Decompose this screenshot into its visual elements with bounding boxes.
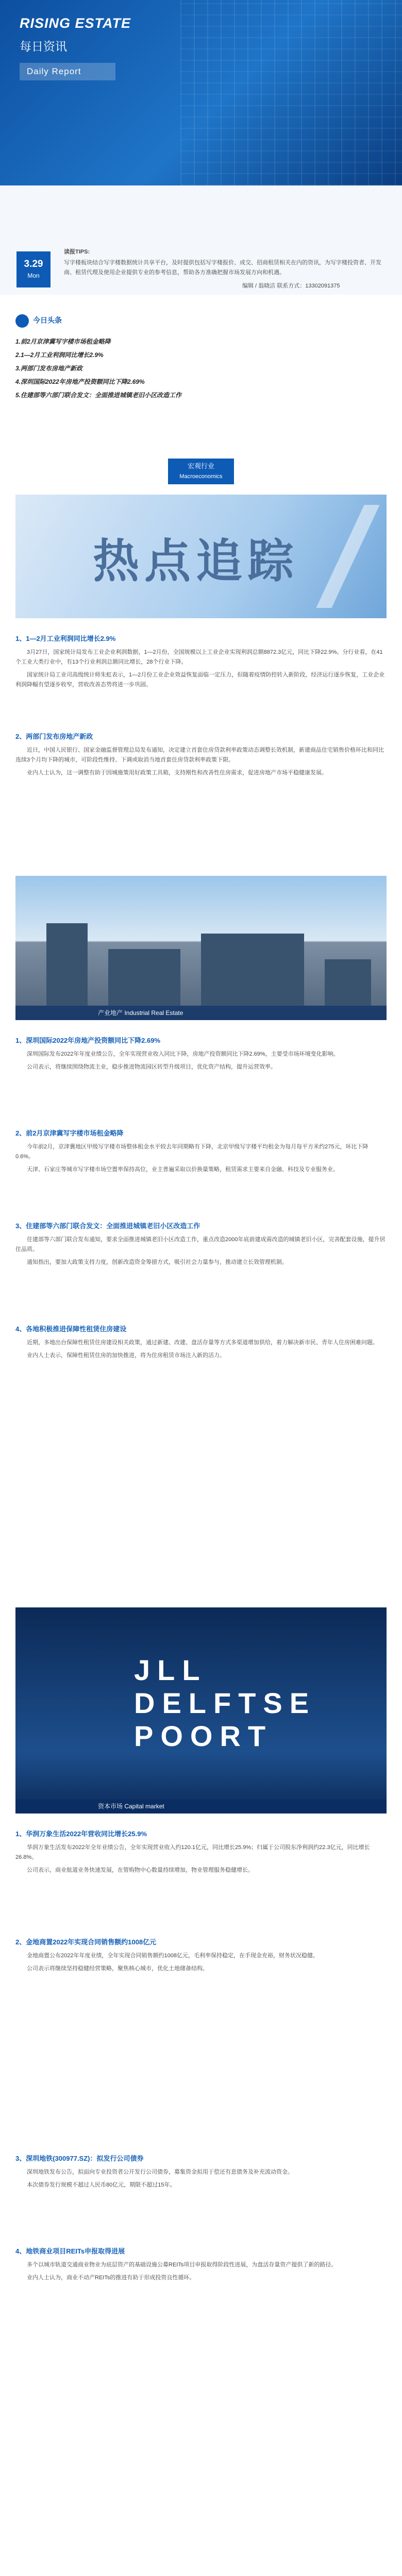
news-paragraph: 业内人士表示，保障性租赁住房的加快推进，将为住房租赁市场注入新的活力。 [27, 1352, 225, 1359]
news-title: 2、两部门发布房地产新政 [15, 733, 93, 740]
editor-info: 编辑 / 翁晓洁 联系方式：13302091375 [242, 283, 340, 289]
toc-item[interactable]: 5.住建部等六部门联合发文：全面推进城镇老旧小区改造工作 [15, 392, 182, 399]
news-paragraph: 深圳国际发布2022年年度业绩公告，全年实现营业收入同比下降，房地产投资额同比下降2.69%，主要受市场环境变化影响。 [27, 1051, 339, 1057]
daily-title: 每日资讯 [20, 40, 67, 53]
news-article [15, 634, 387, 693]
date-month: Mon [27, 272, 40, 279]
news-article [15, 1324, 387, 1364]
photo-caption: 资本市场 Capital market [15, 1799, 387, 1814]
toc-item[interactable]: 2.1—2月工业利润同比增长2.9% [15, 351, 104, 359]
news-title: 1、华润万象生活2022年营收同比增长25.9% [15, 1830, 147, 1838]
news-paragraph: 公司表示，将继续围绕物流主业，稳步推进物流园区转型升级项目，优化资产结构，提升运营效率。 [27, 1064, 276, 1070]
news-paragraph: 多个以城市轨道交通商业物业为底层资产的基础设施公募REITs项目申报取得阶段性进展，为盘活存量资产提供了新的路径。 [27, 2262, 337, 2268]
news-title: 3、深圳地铁(300977.SZ)：拟发行公司债券 [15, 2155, 144, 2162]
tips-body: 写字楼板块结合写字楼数据统计共享平台，及时提供包括写字楼报价、成交、招商租赁相关在内的资讯，为写字楼投资者、开发商、租赁代理及使用企业提供专业的参考信息，帮助各方准确把握市场发展方向和机遇。 [64, 260, 381, 276]
toc-title: 今日头条 [15, 314, 387, 328]
industrial-photo [15, 876, 387, 1020]
news-paragraph: 华润万象生活发布2022年全年业绩公告，全年实现营业收入约120.1亿元，同比增长25.9%；归属于公司股东净利润约22.3亿元，同比增长26.8%。 [15, 1844, 370, 1860]
toc-icon [15, 314, 29, 328]
news-article [15, 2246, 387, 2286]
toc-item[interactable]: 4.深圳国际2022年房地产投资额同比下降2.69% [15, 378, 145, 385]
tips-title: 读报TIPS: [64, 249, 90, 255]
news-title: 4、各地积极推进保障性租赁住房建设 [15, 1325, 127, 1333]
news-paragraph: 公司表示，商业航道业务快速发展，在管购物中心数量持续增加，物业管理服务稳健增长。 [27, 1867, 254, 1873]
hot-topic-text: 热点追踪 [93, 536, 299, 587]
news-paragraph: 今年前2月，京津冀地区甲级写字楼市场整体租金水平较去年同期略有下降，北京甲级写字楼平均租金为每月每平方米约275元，环比下降0.6%。 [15, 1144, 368, 1160]
news-paragraph: 通知指出，要加大政策支持力度，创新改造资金筹措方式，吸引社会力量参与，推动建立长效管理机制。 [27, 1259, 288, 1265]
news-title: 3、住建部等六部门联合发文：全面推进城镇老旧小区改造工作 [15, 1222, 200, 1230]
news-paragraph: 住建部等六部门联合发布通知，要求全面推进城镇老旧小区改造工作，重点改造2000年底前建成需改造的城镇老旧小区，完善配套设施，提升居住品质。 [15, 1236, 386, 1252]
date-day: 3.29 [24, 259, 43, 269]
news-title: 2、金地商置2022年实现合同销售额约1008亿元 [15, 1938, 157, 1946]
news-title: 2、前2月京津冀写字楼市场租金略降 [15, 1129, 124, 1137]
news-paragraph: 国家统计局工业司高级统计师朱虹表示，1—2月份工业企业效益恢复面临一定压力，但随着疫情防控转入新阶段，经济运行逐步恢复，工业企业利润降幅有望逐步收窄，营收改善态势将进一步巩固。 [15, 672, 385, 688]
building-image [180, 0, 402, 185]
news-paragraph: 金地商置公布2022年年度业绩，全年实现合同销售额约1008亿元，毛利率保持稳定，在手现金充裕，财务状况稳健。 [27, 1953, 319, 1959]
date-badge [16, 251, 51, 287]
toc-item[interactable]: 1.前2月京津冀写字楼市场租金略降 [15, 338, 111, 345]
news-title: 1、深圳国际2022年房地产投资额同比下降2.69% [15, 1037, 161, 1044]
news-paragraph: 3月27日，国家统计局发布工业企业利润数据，1—2月份，全国规模以上工业企业实现利润总额8872.3亿元，同比下降22.9%。分行业看，在41个工业大类行业中，有13个行业利润总额同比增长，28个行业下降。 [15, 649, 383, 665]
news-article [15, 1036, 387, 1075]
news-paragraph: 近日，中国人民银行、国家金融监督管理总局发布通知，决定建立首套住房贷款利率政策动态调整长效机制，新建商品住宅销售价格环比和同比连续3个月均下降的城市，可阶段性维持、下调或取消当地首套住房贷款利率政策下限。 [15, 747, 384, 763]
toc-item[interactable]: 3.两部门发布房地产新政 [15, 365, 83, 372]
news-paragraph: 深圳地铁发布公告，拟面向专业投资者公开发行公司债券，募集资金拟用于偿还有息债务及补充流动资金。 [27, 2169, 293, 2175]
news-title: 1、1—2月工业利润同比增长2.9% [15, 635, 116, 642]
section-tag-macro: 宏观行业 Macroeconomics [0, 459, 402, 484]
news-paragraph: 近期，多地出台保障性租赁住房建设相关政策，通过新建、改建、盘活存量等方式多渠道增加供给，着力解决新市民、青年人住房困难问题。 [27, 1340, 378, 1346]
photo-caption: 产业地产 Industrial Real Estate [15, 1006, 387, 1020]
header-banner [0, 0, 402, 185]
building-logo: JLL DELFTSE POORT [134, 1654, 316, 1752]
daily-report-label: Daily Report [20, 63, 115, 80]
news-paragraph: 业内人士认为，这一调整有助于因城施策用好政策工具箱，支持刚性和改善性住房需求，促进房地产市场平稳健康发展。 [27, 770, 327, 776]
news-article [15, 2154, 387, 2193]
news-article [15, 1937, 387, 1977]
news-article [15, 1829, 387, 1878]
brand-title: RISING ESTATE [20, 15, 131, 31]
intro-section [0, 185, 402, 295]
news-article [15, 732, 387, 781]
news-article [15, 1128, 387, 1178]
reading-tips [64, 247, 383, 278]
news-title: 4、地铁商业项目REITs申报取得进展 [15, 2247, 125, 2255]
news-paragraph: 本次债券发行规模不超过人民币80亿元，期限不超过15年。 [27, 2182, 176, 2188]
toc [15, 314, 387, 402]
news-paragraph: 公司表示将继续坚持稳健经营策略，聚焦核心城市，优化土地储备结构。 [27, 1965, 208, 1972]
news-paragraph: 业内人士认为，商业不动产REITs的推进有助于形成投资良性循环。 [27, 2275, 195, 2281]
capital-market-photo [15, 1607, 387, 1814]
news-article [15, 1221, 387, 1270]
hot-topic-banner [15, 495, 387, 618]
news-paragraph: 天津、石家庄等城市写字楼市场空置率保持高位，业主普遍采取以价换量策略，租赁需求主要来自金融、科技及专业服务业。 [27, 1166, 339, 1173]
